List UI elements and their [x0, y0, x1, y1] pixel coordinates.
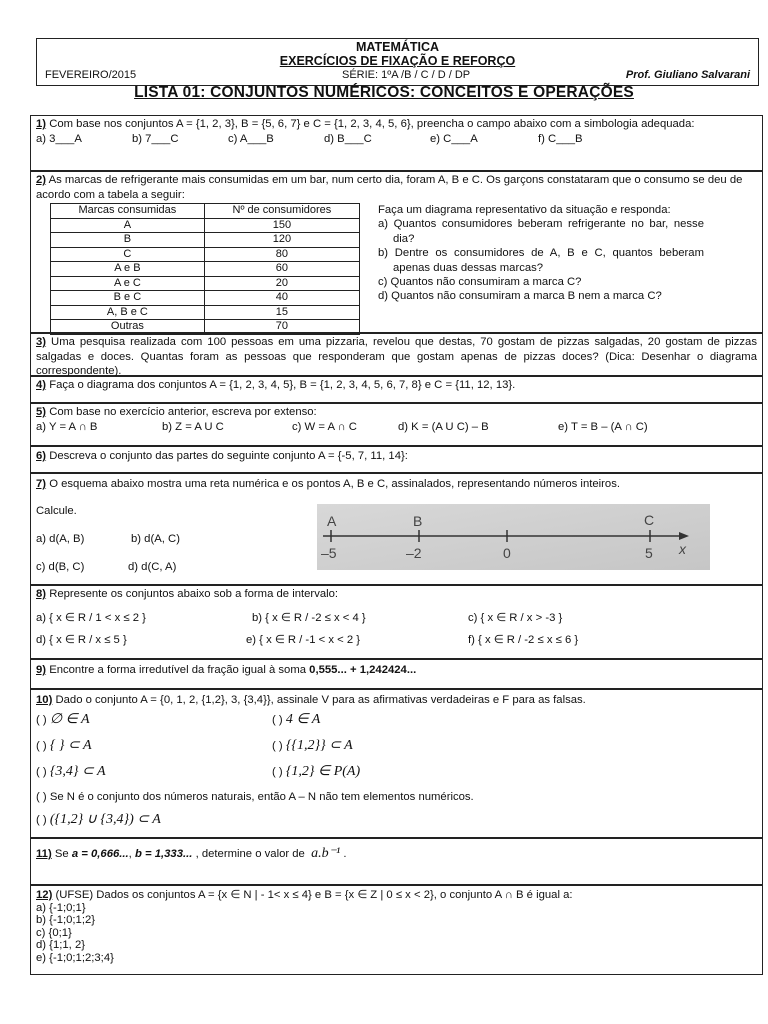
subtitle: EXERCÍCIOS DE FIXAÇÃO E REFORÇO [279, 54, 516, 68]
point-label-a: A [327, 513, 337, 529]
tick-label: –2 [406, 545, 422, 561]
statement: ({1,2} ∪ {3,4}) ⊂ A [49, 812, 161, 827]
answer-blank[interactable]: ( ) [36, 814, 47, 826]
q5-text: Com base no exercício anterior, escreva por extenso: [49, 406, 317, 418]
tick-label: 5 [645, 545, 653, 561]
q1-option: f) C___B [538, 132, 583, 145]
table-row: B e C 40 [51, 291, 360, 306]
q2-item: b) Dentre os consumidores de A, B e C, quantos beberam apenas duas dessas marcas? [378, 247, 704, 274]
q3-number: 3) [36, 336, 47, 348]
q2-item: a) Quantos consumidores beberam refrigerante no bar, nesse dia? [378, 218, 704, 245]
q6-text: Descreva o conjunto das partes do seguinte conjunto A = {-5, 7, 11, 14}: [49, 450, 408, 462]
q8-option: c) { x ∈ R / x > -3 } [468, 611, 563, 624]
question-9 [30, 659, 763, 689]
q5-option: d) K = (A U C) – B [398, 420, 489, 433]
statement: Se N é o conjunto dos números naturais, então A – N não tem elementos numéricos. [49, 790, 474, 803]
q5-option: c) W = A ∩ C [292, 420, 357, 433]
answer-blank[interactable]: ( ) [36, 765, 47, 778]
statement: ∅ ∈ A [49, 711, 90, 727]
statement: {1,2} ∈ P(A) [285, 763, 361, 779]
q12-text: (UFSE) Dados os conjuntos A = {x ∈ N | - 1< x ≤ 4} e B = {x ∈ Z | 0 ≤ x < 2}, o conjunto A ∩ B é igual a: [55, 889, 573, 901]
q8-option: f) { x ∈ R / -2 ≤ x ≤ 6 } [468, 634, 579, 646]
table-row: A 150 [51, 218, 360, 233]
q5-option: e) T = B – (A ∩ C) [558, 420, 648, 433]
q7-item: c) d(B, C) [36, 561, 85, 573]
table-row: A e B 60 [51, 262, 360, 277]
q1-option: e) C___A [430, 132, 478, 145]
date: FEVEREIRO/2015 [45, 69, 137, 81]
q7-calc: Calcule. [36, 504, 77, 517]
question-1 [30, 115, 763, 171]
question-4 [30, 376, 763, 403]
q10-number: 10) [36, 694, 53, 706]
q10-text: Dado o conjunto A = {0, 1, 2, {1,2}, 3, {3,4}}, assinale V para as afirmativas verdadeiras e F para as falsas. [55, 694, 586, 706]
header-box [36, 38, 759, 86]
answer-blank[interactable]: ( ) [272, 713, 283, 726]
q9-expression: 0,555... + 1,242424... [309, 664, 417, 676]
q5-option: a) Y = A ∩ B [36, 420, 98, 433]
q7-item: a) d(A, B) [36, 533, 85, 545]
teacher: Prof. Giuliano Salvarani [625, 69, 750, 81]
q8-option: b) { x ∈ R / -2 ≤ x < 4 } [252, 611, 366, 624]
q4-number: 4) [36, 379, 47, 391]
q9-number: 9) [36, 664, 47, 676]
consumption-table [50, 203, 360, 335]
q2-number: 2) [36, 174, 47, 186]
q8-option: e) { x ∈ R / -1 < x < 2 } [246, 634, 361, 646]
question-3 [30, 333, 763, 376]
table-header: Marcas consumidas [51, 204, 205, 219]
q11-number: 11) [36, 848, 52, 860]
tick-label: –5 [321, 545, 337, 561]
q1-text: Com base nos conjuntos A = {1, 2, 3}, B = {5, 6, 7} e C = {1, 2, 3, 4, 5, 6}, preencha o campo abaixo com a simbologia adequada: [49, 118, 695, 130]
question-8 [30, 585, 763, 659]
page-title: LISTA 01: CONJUNTOS NUMÉRICOS: CONCEITOS E OPERAÇÕES [134, 84, 634, 101]
q2-text: As marcas de refrigerante mais consumidas em um bar, num certo dia, foram A, B e C. Os garçons constataram que o consumo se deu de acordo com a tabela a seguir: [36, 174, 743, 201]
q1-options [36, 132, 757, 147]
answer-blank[interactable]: ( ) [36, 790, 47, 803]
question-2 [30, 171, 763, 333]
question-12 [30, 885, 763, 975]
q7-item: b) d(A, C) [131, 533, 180, 545]
q8-option: d) { x ∈ R / x ≤ 5 } [36, 634, 127, 646]
table-header: Nº de consumidores [204, 204, 359, 219]
q11-a: a = 0,666... [71, 848, 129, 860]
q1-option: b) 7___C [132, 132, 179, 145]
q3-text: Uma pesquisa realizada com 100 pessoas em uma pizzaria, revelou que destas, 70 gostam de pizzas salgadas, 20 gostam de pizzas salgadas e doces. Quantas foram as pessoas que responderam que gostam apenas de pizzas doces? (Dica: Desenhar o diagrama correspondente). [36, 336, 757, 377]
series: SÉRIE: 1ºA /B / C / D / DP [342, 69, 471, 81]
table-row: Outras 70 [51, 320, 360, 335]
q12-option: b) {-1;0;1;2} [36, 914, 96, 926]
question-11: 11) Se a = 0,666..., b = 1,333... , determine o valor de a.b⁻¹ . [30, 838, 763, 885]
answer-blank[interactable]: ( ) [272, 765, 283, 778]
q12-option: a) {-1;0;1} [36, 901, 86, 914]
q7-number: 7) [36, 478, 47, 490]
point-label-b: B [413, 513, 423, 529]
table-row: A e C 20 [51, 276, 360, 291]
tick-label: 0 [503, 545, 511, 561]
q1-number: 1) [36, 118, 47, 130]
question-7 [30, 473, 763, 585]
answer-blank[interactable]: ( ) [36, 713, 47, 726]
q5-number: 5) [36, 406, 47, 418]
q8-number: 8) [36, 588, 47, 600]
q12-number: 12) [36, 889, 53, 901]
q12-option: d) {1;1, 2} [36, 939, 85, 951]
statement: { } ⊂ A [49, 737, 92, 753]
table-row: A, B e C 15 [51, 305, 360, 320]
q6-number: 6) [36, 450, 47, 462]
question-5 [30, 403, 763, 446]
q11-b: b = 1,333... [134, 848, 193, 860]
q5-option: b) Z = A U C [162, 420, 224, 433]
subject: MATEMÁTICA [355, 40, 440, 54]
q7-item: d) d(C, A) [128, 561, 177, 573]
answer-blank[interactable]: ( ) [36, 739, 47, 752]
question-10 [30, 689, 763, 838]
table-row: B 120 [51, 233, 360, 248]
statement: {3,4} ⊂ A [49, 763, 106, 779]
question-6 [30, 446, 763, 473]
number-line [317, 504, 710, 570]
point-label-c: C [644, 512, 655, 528]
table-row: C 80 [51, 247, 360, 262]
answer-blank[interactable]: ( ) [272, 739, 283, 752]
q2-item: d) Quantos não consumiram a marca B nem a marca C? [378, 290, 662, 303]
q12-option: c) {0;1} [36, 926, 72, 939]
q4-text: Faça o diagrama dos conjuntos A = {1, 2, 3, 4, 5}, B = {1, 2, 3, 4, 5, 6, 7, 8} e C = {11, 12, 13}. [49, 379, 516, 391]
q2-item: c) Quantos não consumiram a marca C? [378, 276, 582, 289]
statement: 4 ∈ A [285, 711, 321, 727]
q1-option: c) A___B [228, 132, 274, 145]
q8-text: Represente os conjuntos abaixo sob a forma de intervalo: [49, 588, 339, 600]
q7-text: O esquema abaixo mostra uma reta numérica e os pontos A, B e C, assinalados, representando números inteiros. [49, 478, 620, 490]
q9-text: Encontre a forma irredutível da fração igual à soma [49, 664, 307, 676]
q1-option: a) 3___A [36, 132, 82, 145]
q1-option: d) B___C [324, 132, 372, 145]
axis-label: x [679, 541, 686, 557]
q12-option: e) {-1;0;1;2;3;4} [36, 951, 114, 964]
q8-option: a) { x ∈ R / 1 < x ≤ 2 } [36, 611, 146, 624]
q11-expression: a.b⁻¹ [311, 846, 341, 861]
statement: {{1,2}} ⊂ A [285, 737, 353, 753]
q2-instructions: Faça um diagrama representativo da situação e responda: a) Quantos consumidores beberam refrigerante no bar, nesse dia? b) Dentre os consumidores de A, B e C, quantos beberam apenas duas dessas marcas? c) Quantos não consumiram a marca C? d) Quantos não consumiram a marca B nem a marca C? [378, 204, 704, 303]
